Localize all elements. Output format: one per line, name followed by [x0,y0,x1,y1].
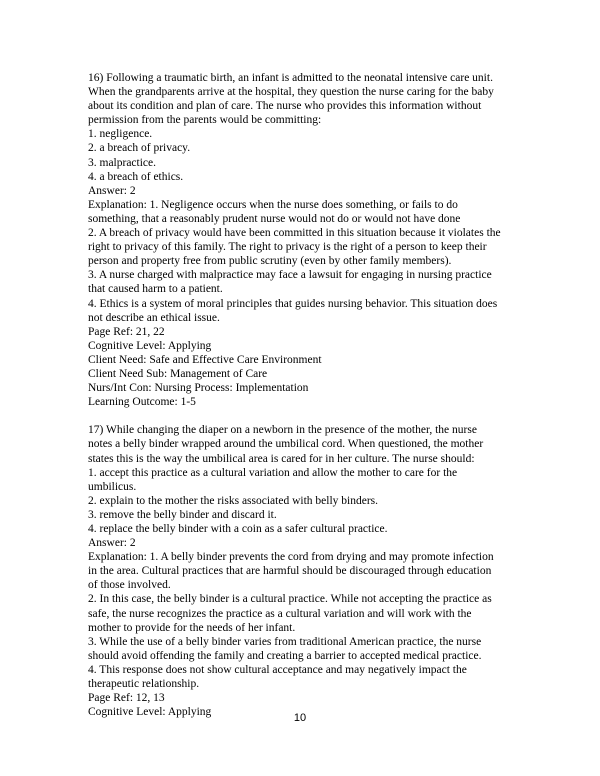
meta-line: Client Need Sub: Management of Care [88,367,268,380]
meta-line: Cognitive Level: Applying [88,706,212,719]
question-stem-line: notes a belly binder wrapped around the umbilical cord. When questioned, the mother [88,438,484,451]
meta-line: Learning Outcome: 1-5 [88,396,196,409]
question-stem-line: permission from the parents would be committing: [88,114,322,127]
meta-line: Client Need: Safe and Effective Care Environment [88,353,322,366]
explanation-line: therapeutic relationship. [88,678,200,691]
answer-option: 3. malpractice. [88,156,157,169]
explanation-line: in the area. Cultural practices that are harmful should be discouraged through education [88,565,492,578]
question-stem-line: 17) While changing the diaper on a newborn in the presence of the mother, the nurse [88,424,477,437]
explanation-line: person and property free from public scrutiny (even by other family members). [88,255,452,268]
answer-option: 1. accept this practice as a cultural variation and allow the mother to care for the [88,466,458,479]
explanation-line: should avoid offending the family and creating a barrier to accepted medical practice. [88,649,482,662]
answer-option: 3. remove the belly binder and discard it. [88,508,277,521]
question-stem-line: When the grandparents arrive at the hospital, they question the nurse caring for the baby [88,86,494,99]
question-16 [88,71,522,409]
explanation-line: Explanation: 1. A belly binder prevents the cord from drying and may promote infection [88,551,494,564]
explanation-line: safe, the nurse recognizes the practice as a cultural variation and will work with the [88,607,472,620]
explanation-line: of those involved. [88,579,171,592]
answer-option: 4. replace the belly binder with a coin as a safer cultural practice. [88,523,388,535]
explanation-line: 2. In this case, the belly binder is a cultural practice. While not accepting the practice as [88,593,492,606]
explanation-line: 3. While the use of a belly binder varies from traditional American practice, the nurse [88,635,482,648]
meta-line: Page Ref: 12, 13 [88,692,165,705]
explanation-line: 2. A breach of privacy would have been committed in this situation because it violates the [88,227,501,240]
explanation-line: that caused harm to a patient. [88,283,223,296]
document-body [88,71,522,719]
explanation-line: something, that a reasonably prudent nurse would not do or would not have done [88,212,461,225]
explanation-line: Explanation: 1. Negligence occurs when the nurse does something, or fails to do [88,198,458,211]
answer-option: 2. a breach of privacy. [88,142,191,155]
meta-line: Nurs/Int Con: Nursing Process: Implementation [88,382,309,395]
page-number: 10 [293,712,307,724]
question-stem-line: 16) Following a traumatic birth, an infant is admitted to the neonatal intensive care unit. [88,72,493,84]
explanation-line: 3. A nurse charged with malpractice may face a lawsuit for engaging in nursing practice [88,269,492,282]
meta-line: Page Ref: 21, 22 [88,325,165,338]
explanation-line: 4. This response does not show cultural acceptance and may negatively impact the [88,663,467,676]
explanation-line: right to privacy of this family. The right to privacy is the right of a person to keep their [88,241,487,254]
explanation-line: 4. Ethics is a system of moral principles that guides nursing behavior. This situation does [88,297,498,310]
answer-option: umbilicus. [88,480,137,493]
explanation-line: not describe an ethical issue. [88,311,220,324]
answer-option: 4. a breach of ethics. [88,170,184,183]
meta-line: Cognitive Level: Applying [88,339,212,352]
paragraph-gap [88,409,522,423]
question-stem-line: about its condition and plan of care. The nurse who provides this information without [88,100,482,113]
correct-answer: Answer: 2 [88,184,136,197]
explanation-line: mother to provide for the needs of her infant. [88,621,296,634]
answer-option: 1. negligence. [88,128,153,141]
answer-option: 2. explain to the mother the risks associated with belly binders. [88,494,378,507]
correct-answer: Answer: 2 [88,537,136,550]
question-stem-line: states this is the way the umbilical area is cared for in her culture. The nurse should: [88,452,475,465]
question-17 [88,423,522,719]
